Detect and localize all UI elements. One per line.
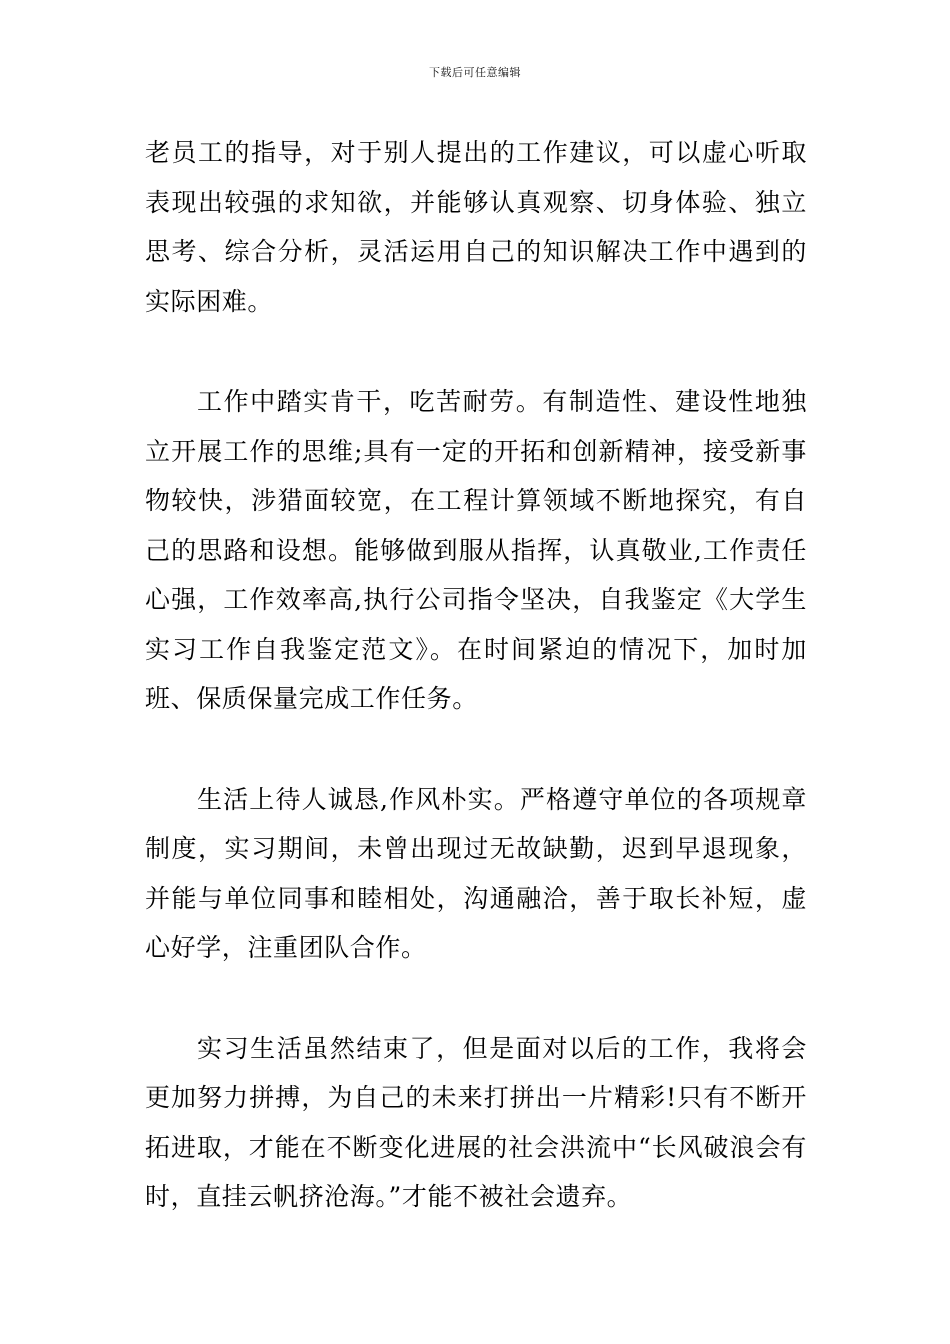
paragraph-1: 老员工的指导，对于别人提出的工作建议，可以虚心听取表现出较强的求知欲，并能够认真观察、切身体验、独立思考、综合分析，灵活运用自己的知识解决工作中遇到的实际困难。 <box>145 138 807 316</box>
paragraph-4: 实习生活虽然结束了，但是面对以后的工作，我将会更加努力拼搏，为自己的未来打拼出一片精彩!只有不断开拓进取，才能在不断变化进展的社会洪流中“长风破浪会有时，直挂云帆挤沧海。”才能不被社会遗弃。 <box>145 1033 807 1211</box>
paragraph-spacer <box>145 326 807 377</box>
page-header-note: 下载后可任意编辑 <box>429 66 521 79</box>
document-body <box>145 128 807 1222</box>
paragraph-2: 工作中踏实肯干，吃苦耐劳。有制造性、建设性地独立开展工作的思维;具有一定的开拓和创新精神，接受新事物较快，涉猎面较宽，在工程计算领域不断地探究，有自己的思路和设想。能够做到服从指挥，认真敬业,工作责任心强，工作效率高,执行公司指令坚决，自我鉴定《大学生实习工作自我鉴定范文》。在时间紧迫的情况下，加时加班、保质保量完成工作任务。 <box>145 387 807 713</box>
paragraph-3: 生活上待人诚恳,作风朴实。严格遵守单位的各项规章制度，实习期间，未曾出现过无故缺勤，迟到早退现象，并能与单位同事和睦相处，沟通融洽，善于取长补短，虚心好学，注重团队合作。 <box>145 784 807 962</box>
paragraph-spacer <box>145 724 807 775</box>
paragraph-spacer <box>145 973 807 1024</box>
